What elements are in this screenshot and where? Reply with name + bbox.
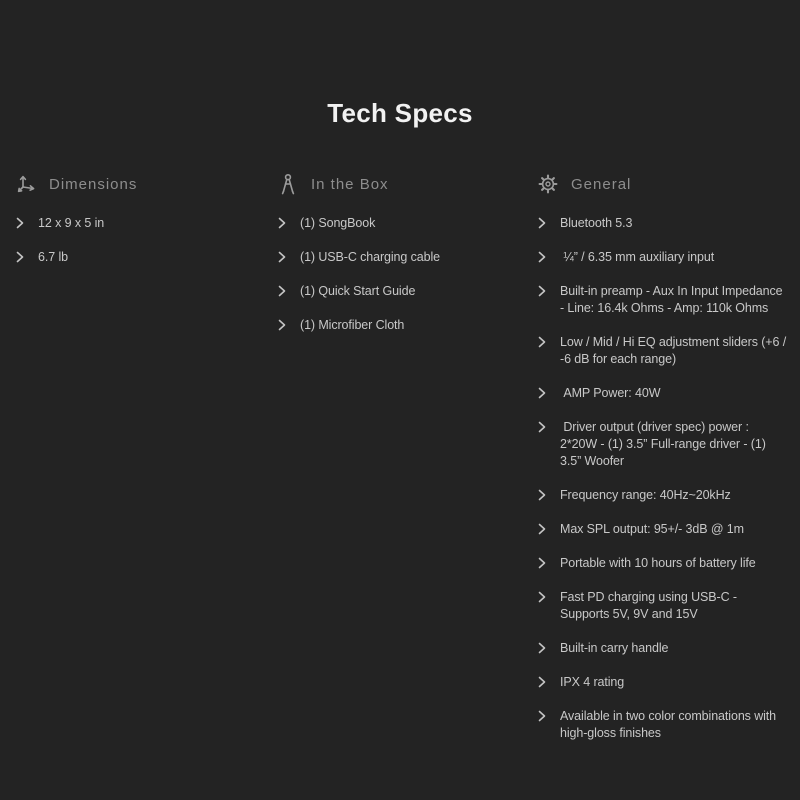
chevron-right-icon bbox=[538, 523, 546, 535]
column-general-label: General bbox=[571, 175, 632, 193]
chevron-right-icon bbox=[16, 217, 24, 229]
dimensions-spec-list bbox=[16, 215, 264, 266]
compass-icon bbox=[278, 173, 298, 195]
spec-item bbox=[538, 708, 788, 742]
spec-item bbox=[538, 385, 788, 402]
spec-item-text: IPX 4 rating bbox=[560, 675, 625, 689]
spec-item-text: (1) Quick Start Guide bbox=[300, 284, 416, 298]
spec-item-text: Built-in carry handle bbox=[560, 641, 669, 655]
chevron-right-icon bbox=[278, 285, 286, 297]
chevron-right-icon bbox=[538, 557, 546, 569]
chevron-right-icon bbox=[538, 251, 546, 263]
chevron-right-icon bbox=[538, 591, 546, 603]
spec-item-text: 6.7 lb bbox=[38, 250, 68, 264]
column-general bbox=[538, 170, 788, 759]
column-dimensions-label: Dimensions bbox=[49, 175, 138, 193]
column-in-the-box-label: In the Box bbox=[311, 175, 389, 193]
spec-item-text: (1) SongBook bbox=[300, 216, 376, 230]
spec-item-text: Low / Mid / Hi EQ adjustment sliders (+6 / -6 dB for each range) bbox=[560, 335, 790, 366]
spec-item bbox=[538, 249, 788, 266]
column-dimensions bbox=[16, 170, 264, 283]
spec-item-text: Max SPL output: 95+/- 3dB @ 1m bbox=[560, 522, 744, 536]
spec-item bbox=[538, 674, 788, 691]
spec-item-text: Bluetooth 5.3 bbox=[560, 216, 633, 230]
spec-item bbox=[538, 589, 788, 623]
spec-item bbox=[278, 249, 526, 266]
spec-item bbox=[278, 317, 526, 334]
page-title: Tech Specs bbox=[327, 98, 473, 128]
chevron-right-icon bbox=[278, 217, 286, 229]
spec-item-text: ¼” / 6.35 mm auxiliary input bbox=[560, 250, 715, 264]
spec-item-text: Available in two color combinations with high-gloss finishes bbox=[560, 709, 780, 740]
spec-item-text: Frequency range: 40Hz~20kHz bbox=[560, 488, 731, 502]
axes-3d-icon bbox=[16, 173, 36, 195]
spec-item bbox=[538, 215, 788, 232]
column-general-header bbox=[538, 170, 788, 198]
chevron-right-icon bbox=[16, 251, 24, 263]
spec-item-text: 12 x 9 x 5 in bbox=[38, 216, 105, 230]
chevron-right-icon bbox=[538, 285, 546, 297]
column-in-the-box-header bbox=[278, 170, 526, 198]
spec-item bbox=[16, 215, 264, 232]
spec-item bbox=[278, 283, 526, 300]
spec-item bbox=[538, 640, 788, 657]
chevron-right-icon bbox=[538, 642, 546, 654]
chevron-right-icon bbox=[538, 387, 546, 399]
spec-item-text: Built-in preamp - Aux In Input Impedance - Line: 16.4k Ohms - Amp: 110k Ohms bbox=[560, 284, 786, 315]
chevron-right-icon bbox=[538, 676, 546, 688]
column-dimensions-header bbox=[16, 170, 264, 198]
in-the-box-spec-list bbox=[278, 215, 526, 334]
chevron-right-icon bbox=[538, 489, 546, 501]
gear-icon bbox=[538, 173, 558, 195]
spec-item bbox=[16, 249, 264, 266]
spec-item-text: (1) Microfiber Cloth bbox=[300, 318, 405, 332]
spec-item bbox=[538, 283, 788, 317]
spec-item bbox=[538, 487, 788, 504]
spec-item bbox=[538, 521, 788, 538]
chevron-right-icon bbox=[538, 421, 546, 433]
spec-item bbox=[538, 555, 788, 572]
general-spec-list bbox=[538, 215, 788, 742]
chevron-right-icon bbox=[538, 710, 546, 722]
chevron-right-icon bbox=[538, 217, 546, 229]
spec-item-text: (1) USB-C charging cable bbox=[300, 250, 441, 264]
spec-item bbox=[538, 334, 788, 368]
spec-item-text: Driver output (driver spec) power : 2*20W - (1) 3.5” Full-range driver - (1) 3.5” Woofer bbox=[560, 420, 770, 468]
chevron-right-icon bbox=[538, 336, 546, 348]
spec-item-text: AMP Power: 40W bbox=[560, 386, 661, 400]
spec-item-text: Portable with 10 hours of battery life bbox=[560, 556, 756, 570]
chevron-right-icon bbox=[278, 319, 286, 331]
column-in-the-box bbox=[278, 170, 526, 351]
chevron-right-icon bbox=[278, 251, 286, 263]
spec-item bbox=[538, 419, 788, 470]
spec-item bbox=[278, 215, 526, 232]
spec-item-text: Fast PD charging using USB-C - Supports 5V, 9V and 15V bbox=[560, 590, 741, 621]
